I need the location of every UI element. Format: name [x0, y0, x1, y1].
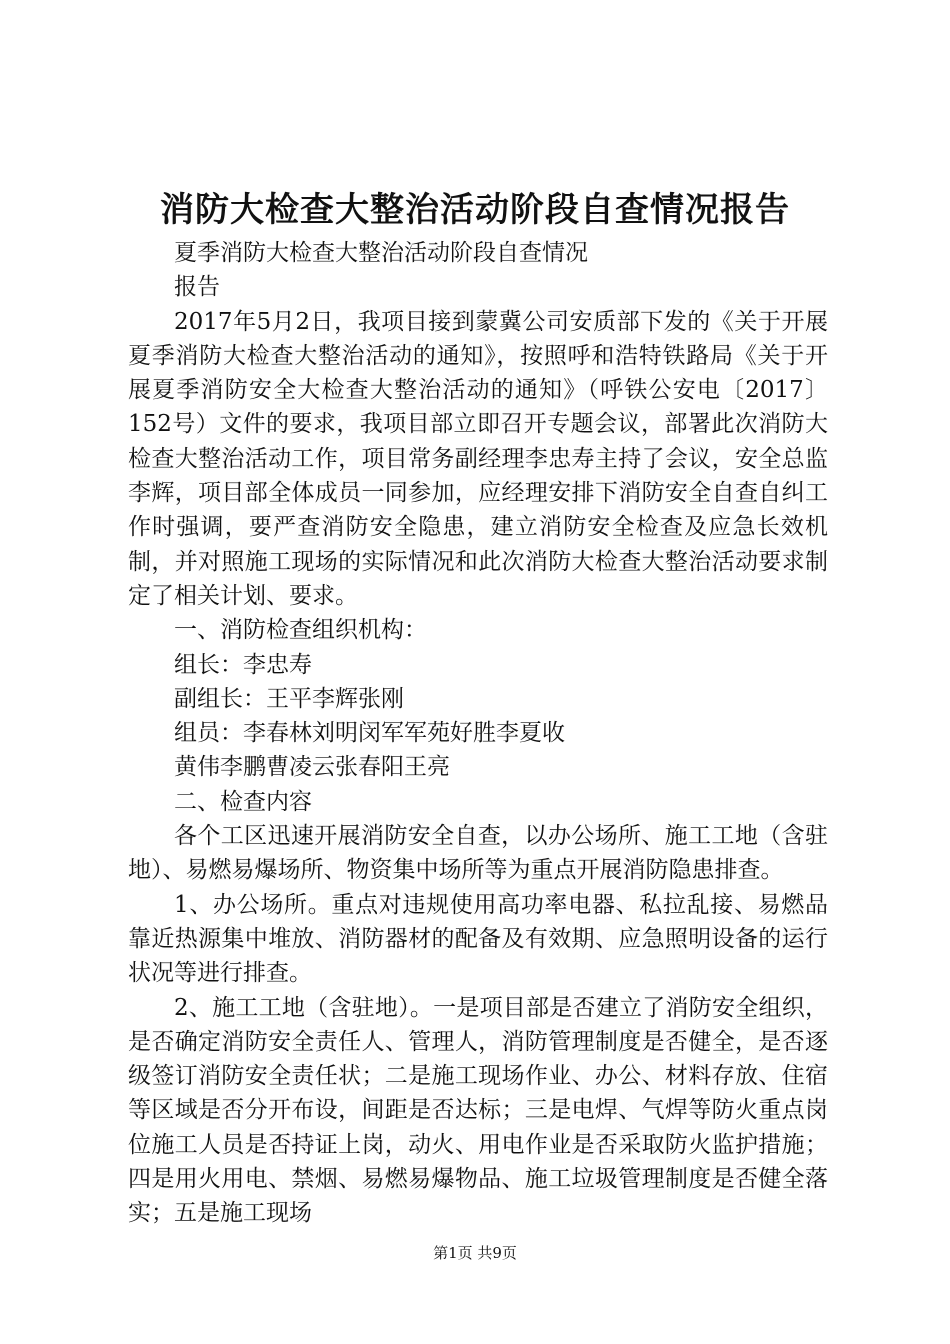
paragraph: 组员：李春林刘明闵军军苑好胜李夏收 — [174, 720, 565, 747]
paragraph: 报告 — [174, 274, 220, 301]
paragraph: 黄伟李鹏曹凌云张春阳王亮 — [174, 754, 450, 781]
paragraph: 2、施工工地（含驻地）。一是项目部是否建立了消防安全组织，是否确定消防安全责任人、管理人，消防管理制度是否健全，是否逐级签订消防安全责任状；二是施工现场作业、办公、材料存放、住宿等区域是否分开布设，间距是否达标；三是电焊、气焊等防火重点岗位施工人员是否持证上岗，动火、用电作业是否采取防火监护措施；四是用火用电、禁烟、易燃易爆物品、施工垃圾管理制度是否健全落实；五是施工现场 — [128, 994, 828, 1227]
paragraph: 2017年5月2日，我项目接到蒙冀公司安质部下发的《关于开展夏季消防大检查大整治活动的通知》，按照呼和浩特铁路局《关于开展夏季消防安全大检查大整治活动的通知》（呼铁公安电〔2017〕152号）文件的要求，我项目部立即召开专题会议，部署此次消防大检查大整治活动工作，项目常务副经理李忠寿主持了会议，安全总监李辉，项目部全体成员一同参加，应经理安排下消防安全自查自纠工作时强调，要严查消防安全隐患，建立消防安全检查及应急长效机制，并对照施工现场的实际情况和此次消防大检查大整治活动要求制定了相关计划、要求。 — [128, 308, 828, 609]
paragraph: 组长：李忠寿 — [174, 651, 312, 678]
section-heading: 一、消防检查组织机构： — [174, 617, 427, 644]
paragraph: 1、办公场所。重点对违规使用高功率电器、私拉乱接、易燃品靠近热源集中堆放、消防器材的配备及有效期、应急照明设备的运行状况等进行排查。 — [128, 891, 828, 987]
document-body — [128, 236, 828, 1231]
paragraph: 各个工区迅速开展消防安全自查，以办公场所、施工工地（含驻地）、易燃易爆场所、物资集中场所等为重点开展消防隐患排查。 — [128, 823, 828, 884]
paragraph: 副组长：王平李辉张刚 — [174, 685, 404, 712]
page-number-footer: 第1页 共9页 — [433, 1244, 517, 1262]
document-title: 消防大检查大整治活动阶段自查情况报告 — [160, 190, 790, 230]
section-heading: 二、检查内容 — [174, 788, 312, 815]
paragraph: 夏季消防大检查大整治活动阶段自查情况 — [174, 240, 588, 266]
